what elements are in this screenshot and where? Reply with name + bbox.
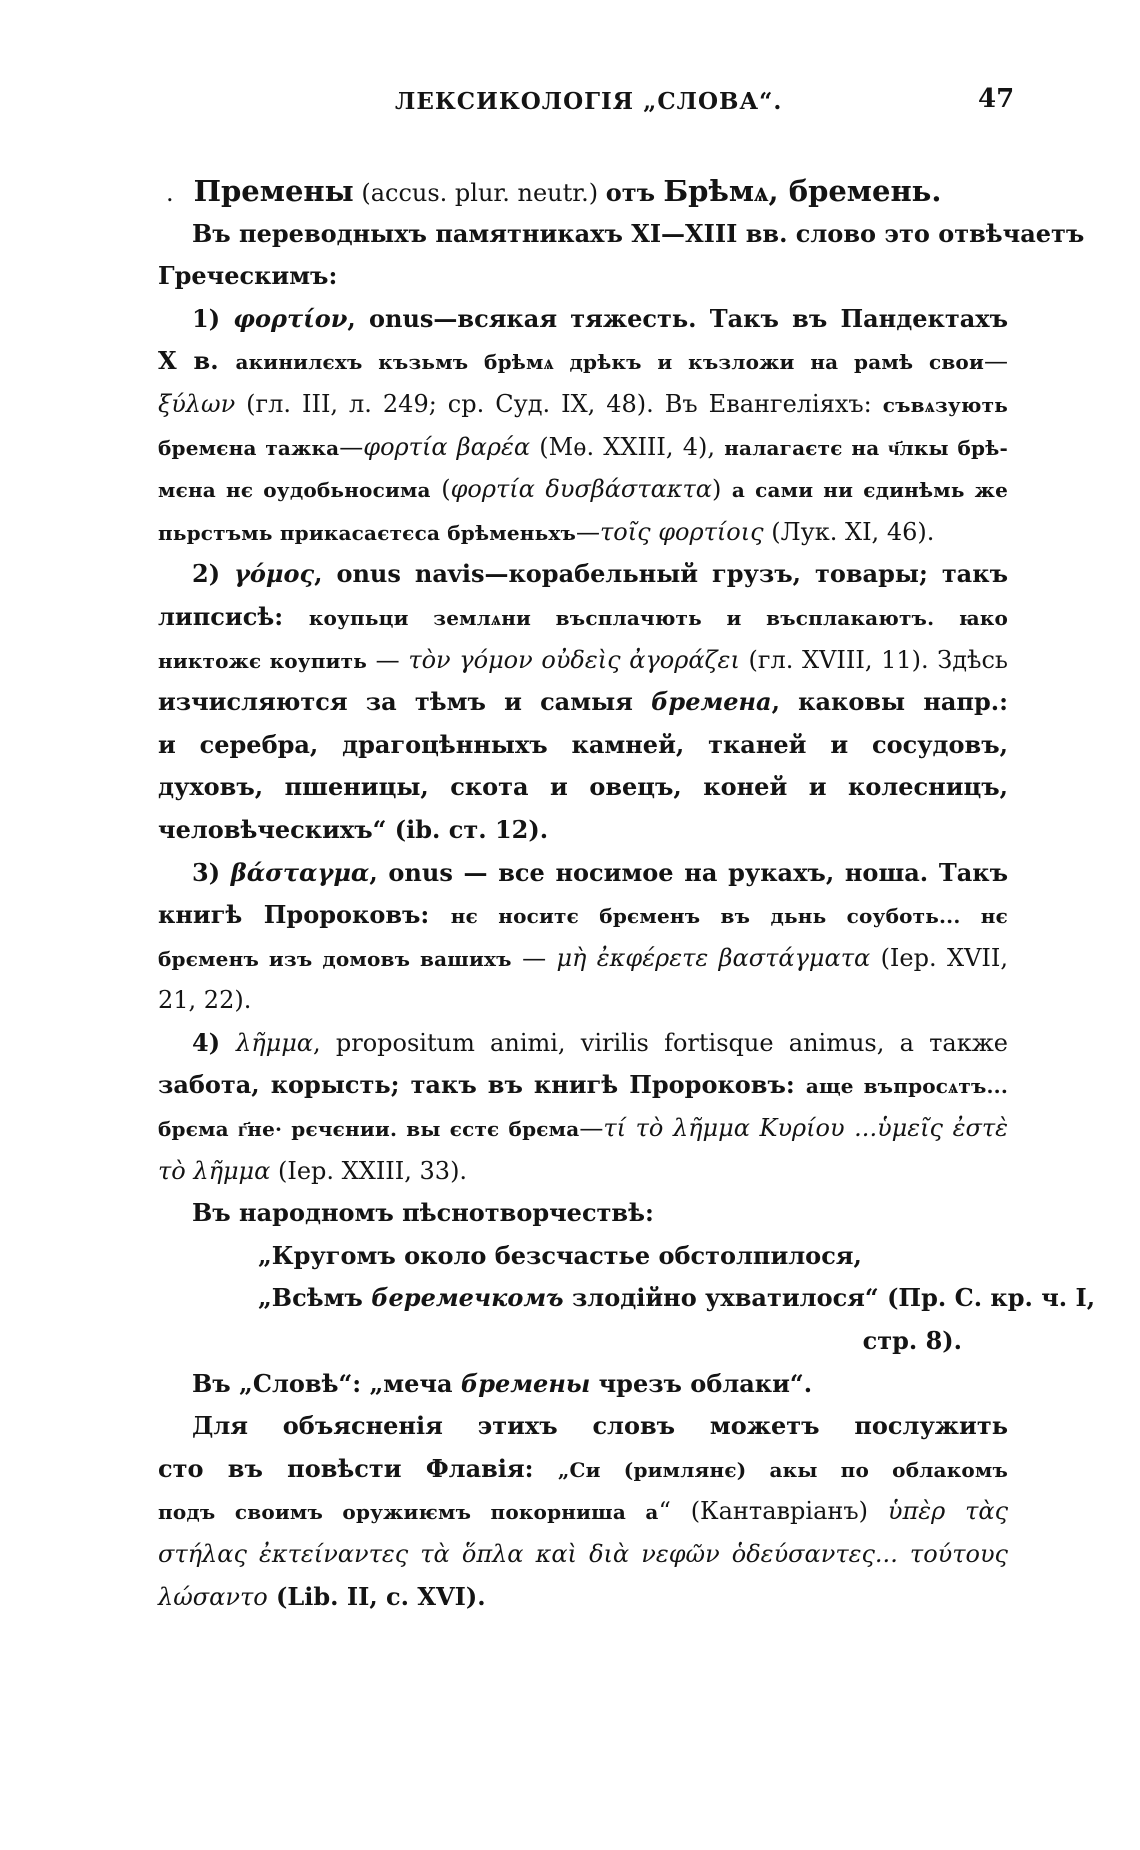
entry-headword-line: . Премены (accus. plur. neutr.) отъ Брѣмѧ, бремень. — [166, 174, 942, 208]
text-line: пьрстъмь прикасаєтєса брѣменьхъ—τοῖς φορτίοις (Лук. XI, 46). — [158, 517, 935, 546]
numbered-sense-1: 1) φορτίον, onus—всякая тяжесть. Такъ въ Пандектахъ — [192, 303, 1008, 333]
text-line: Въ переводныхъ памятникахъ XI—XIII вв. слово это отвѣчаетъ — [192, 218, 1085, 248]
text-line: сто въ повѣсти Флавія: „Си (римлянє) акы по облакомъ — [158, 1453, 1008, 1483]
text-line: στήλας ἐκτείναντες τὰ ὅπλα καὶ διὰ νεφῶν ὁδεύσαντες... τούτους — [158, 1540, 1008, 1568]
body-text — [158, 170, 1096, 1618]
text-line: брєменъ изъ домовъ вашихъ — μὴ ἐκφέρετε βαστάγματα (Iер. XVII, — [158, 943, 1008, 972]
text-line: Въ народномъ пѣснотворчествѣ: — [192, 1198, 654, 1228]
text-line: τὸ λῆμμα (Iер. XXIII, 33). — [158, 1156, 468, 1185]
text-line: брєма г҃не· рєчєнии. вы єстє брєма—τί τὸ λῆμμα Κυρίου ...ὑμεῖς ἐστὲ — [158, 1114, 1008, 1143]
text-line: ξύλων (гл. III, л. 249; ср. Суд. IX, 48). Въ Евангеліяхъ: съвѧзують — [158, 389, 1008, 418]
text-line: X в. акинилєхъ къзьмъ брѣмѧ дрѣкъ и къзложи на рамѣ свои— — [158, 346, 1008, 376]
text-line: человѣческихъ“ (ib. ст. 12). — [158, 814, 549, 844]
text-line: Греческимъ: — [158, 261, 338, 291]
page-number: 47 — [978, 84, 1015, 114]
running-head: ЛЕКСИКОЛОГІЯ „СЛОВА“. — [395, 88, 783, 115]
text-line: подъ своимъ оружиѥмъ покорниша а“ (Кантавріанъ) ὑπὲρ τὰς — [158, 1497, 1008, 1526]
text-line: и серебра, драгоцѣнныхъ камней, тканей и сосудовъ, — [158, 729, 1008, 759]
text-line: изчисляются за тѣмъ и самыя бремена, каковы напр.: — [158, 687, 1008, 717]
text-line: Въ „Словѣ“: „меча бремены чрезъ облаки“. — [192, 1368, 813, 1398]
text-line: никтожє коупить — τὸν γόμον οὐδεὶς ἀγοράζει (гл. XVIII, 11). Здѣсь — [158, 645, 1008, 674]
text-line: λώσαντο (Lib. II, c. XVI). — [158, 1581, 486, 1611]
text-line: липсисѣ: коупьци землѧни въсплачють и въсплакаютъ. ꙗко — [158, 601, 1008, 631]
verse-line: „Кругомъ около безсчастье обстолпилося, — [258, 1240, 862, 1270]
text-line: книгѣ Пророковъ: нє носитє брєменъ въ дьнь соуботь... нє — [158, 900, 1008, 930]
text-line: бремєна тажка—φορτία βαρέα (Мѳ. XXIII, 4), налагаєтє на ч҃лкы брѣ- — [158, 432, 1008, 461]
verse-line: „Всѣмъ беремечкомъ злодійно ухватилося“ (Пр. С. кр. ч. I, — [258, 1283, 1096, 1313]
text-line: 21, 22). — [158, 986, 252, 1015]
verse-citation: стр. 8). — [862, 1326, 962, 1356]
text-line: мєна нє оудобьносима (φορτία δυσβάστακτα) а сами ни єдинѣмь же — [158, 475, 1008, 504]
numbered-sense-4: 4) λῆμμα, propositum animi, virilis fortisque animus, а также — [192, 1027, 1008, 1057]
text-line: Для объясненія этихъ словъ можетъ послужить — [192, 1411, 1008, 1441]
numbered-sense-2: 2) γόμος, onus navis—корабельный грузъ, товары; такъ — [192, 559, 1008, 589]
text-line: духовъ, пшеницы, скота и овецъ, коней и колесницъ, — [158, 772, 1008, 802]
text-line: забота, корысть; такъ въ книгѣ Пророковъ: аще въпросѧтъ... — [158, 1070, 1008, 1100]
numbered-sense-3: 3) βάσταγμα, onus — все носимое на рукахъ, ноша. Такъ — [192, 857, 1008, 887]
